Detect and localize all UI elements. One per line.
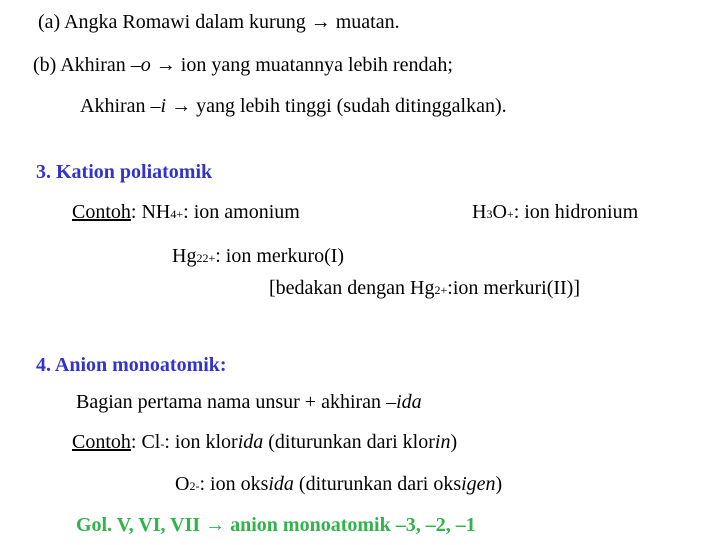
suffix-i: –i bbox=[150, 95, 167, 117]
cl-formula: : Cl bbox=[130, 431, 161, 453]
h3o-h: H bbox=[472, 201, 487, 223]
cl-close: ) bbox=[450, 431, 458, 453]
h3o-sub1: 3 bbox=[486, 207, 493, 221]
roman-rule-b-post: → ion yang muatannya lebih rendah; bbox=[150, 54, 453, 76]
h3o-charge: + bbox=[506, 207, 514, 221]
roman-rule-a: (a) Angka Romawi dalam kurung → muatan. bbox=[38, 11, 400, 33]
roman-rule-c bbox=[80, 94, 507, 118]
note-charge: 2+ bbox=[434, 283, 448, 297]
o-charge: 2- bbox=[189, 479, 200, 493]
roman-rule-b bbox=[33, 53, 453, 77]
o-igen: igen bbox=[461, 473, 496, 495]
note-post: :ion merkuri(II)] bbox=[447, 277, 581, 299]
hg-name: : ion merkuro(I) bbox=[215, 245, 345, 267]
gol-summary: Gol. V, VI, VII → anion monoatomik –3, –2, –1 bbox=[76, 514, 476, 536]
o-ida: ida bbox=[268, 473, 294, 495]
note-pre: [bedakan dengan Hg bbox=[269, 277, 435, 299]
section3-example-nh4 bbox=[72, 200, 300, 226]
o-name: : ion oks bbox=[199, 473, 269, 495]
hg-charge: 22+ bbox=[196, 251, 216, 265]
cl-in: in bbox=[434, 431, 451, 453]
section3-example-hg bbox=[172, 244, 344, 270]
cl-origin: (diturunkan dari klor bbox=[263, 431, 435, 453]
cl-ida: ida bbox=[237, 431, 264, 453]
suffix-o: –o bbox=[130, 54, 151, 76]
roman-rule-b-pre: (b) Akhiran bbox=[33, 54, 131, 76]
nh-formula: : NH bbox=[130, 201, 171, 223]
contoh-label: Contoh bbox=[72, 201, 131, 223]
cl-name: : ion klor bbox=[164, 431, 238, 453]
o-formula: O bbox=[175, 473, 190, 495]
suffix-ida: –ida bbox=[386, 391, 422, 413]
h3o-o: O bbox=[492, 201, 507, 223]
section4-example-o bbox=[175, 472, 502, 498]
section3-heading: 3. Kation poliatomik bbox=[36, 161, 213, 183]
hg-formula: Hg bbox=[172, 245, 197, 267]
section3-example-h3o bbox=[472, 200, 638, 226]
section3-note bbox=[269, 276, 580, 302]
contoh-label: Contoh bbox=[72, 431, 131, 453]
roman-rule-c-post: → yang lebih tinggi (sudah ditinggalkan). bbox=[166, 95, 507, 117]
nh-charge: 4+ bbox=[170, 207, 184, 221]
roman-rule-c-pre: Akhiran bbox=[80, 95, 151, 117]
section4-description bbox=[76, 390, 422, 414]
section4-example-cl bbox=[72, 430, 457, 456]
cl-charge: - bbox=[160, 437, 165, 451]
nh-name: : ion amonium bbox=[183, 201, 300, 223]
section4-heading: 4. Anion monoatomik: bbox=[36, 354, 227, 376]
o-close: ) bbox=[495, 473, 503, 495]
h3o-name: : ion hidronium bbox=[513, 201, 639, 223]
desc-pre: Bagian pertama nama unsur + akhiran bbox=[76, 391, 387, 413]
o-origin: (diturunkan dari oks bbox=[293, 473, 462, 495]
